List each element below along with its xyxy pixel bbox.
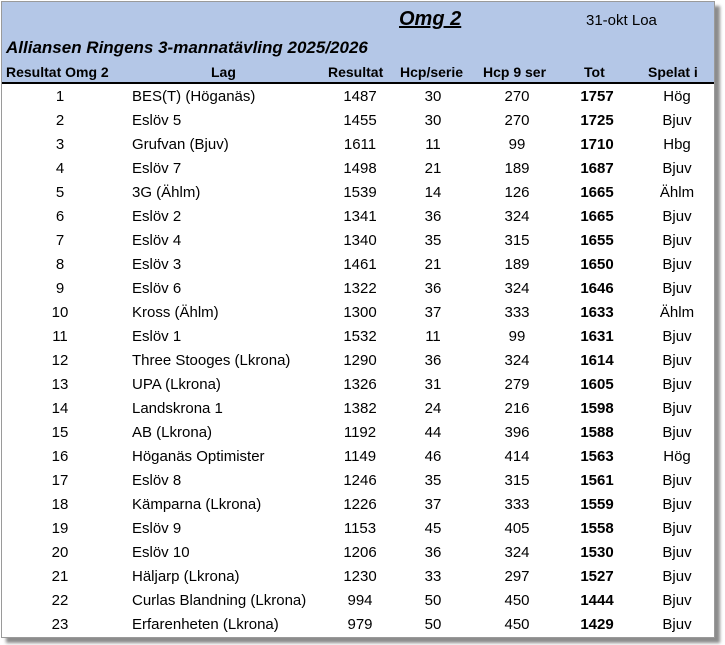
played-cell: Bjuv [662, 472, 692, 489]
team-cell: Eslöv 1 [132, 328, 182, 345]
rank-cell: 3 [55, 136, 65, 153]
total-cell: 1631 [580, 328, 614, 345]
result-cell: 1290 [343, 352, 377, 369]
played-cell: Bjuv [662, 256, 692, 273]
rank-cell: 2 [55, 112, 65, 129]
table-row [2, 517, 714, 541]
result-cell: 1153 [343, 520, 377, 537]
rank-cell: 11 [52, 328, 68, 345]
table-row [2, 493, 714, 517]
hcp9-cell: 189 [504, 256, 530, 273]
result-cell: 1539 [343, 184, 377, 201]
total-cell: 1605 [580, 376, 614, 393]
rank-cell: 13 [51, 376, 69, 393]
played-cell: Bjuv [662, 592, 692, 609]
total-cell: 1655 [580, 232, 614, 249]
hcp-series-cell: 36 [424, 208, 442, 225]
table-row [2, 469, 714, 493]
result-cell: 1326 [343, 376, 377, 393]
result-cell: 1340 [343, 232, 377, 249]
hcp9-cell: 324 [504, 208, 530, 225]
played-cell: Bjuv [662, 496, 692, 513]
rank-cell: 8 [55, 256, 65, 273]
header-divider [2, 82, 714, 84]
total-cell: 1444 [580, 592, 614, 609]
played-cell: Bjuv [662, 568, 692, 585]
round-label: Omg 2 [399, 8, 462, 30]
table-row [2, 541, 714, 565]
column-header-total: Tot [584, 64, 605, 80]
column-header-team: Lag [211, 64, 236, 80]
hcp-series-cell: 50 [424, 616, 442, 633]
hcp9-cell: 189 [504, 160, 530, 177]
played-cell: Bjuv [662, 160, 692, 177]
hcp9-cell: 333 [504, 496, 530, 513]
played-cell: Bjuv [662, 400, 692, 417]
table-row [2, 301, 714, 325]
table-row [2, 589, 714, 613]
result-cell: 1382 [343, 400, 377, 417]
results-sheet [1, 1, 715, 638]
rank-cell: 9 [55, 280, 65, 297]
total-cell: 1646 [580, 280, 614, 297]
column-header-rank: Resultat Omg 2 [6, 64, 109, 80]
played-cell: Bjuv [662, 616, 692, 633]
team-cell: Eslöv 2 [132, 208, 182, 225]
hcp-series-cell: 37 [424, 496, 442, 513]
team-cell: Eslöv 6 [132, 280, 182, 297]
team-cell: Eslöv 4 [132, 232, 182, 249]
hcp9-cell: 270 [504, 112, 530, 129]
total-cell: 1665 [580, 208, 614, 225]
hcp-series-cell: 11 [425, 136, 441, 153]
hcp-series-cell: 21 [424, 256, 442, 273]
rank-cell: 14 [51, 400, 69, 417]
column-header-result: Resultat [328, 64, 384, 80]
result-cell: 1611 [343, 136, 377, 153]
table-row [2, 133, 714, 157]
team-cell: Three Stooges (Lkrona) [132, 352, 291, 369]
hcp9-cell: 450 [504, 592, 530, 609]
table-row [2, 613, 714, 637]
result-cell: 1487 [343, 88, 377, 105]
table-row [2, 349, 714, 373]
team-cell: Eslöv 8 [132, 472, 182, 489]
rank-cell: 22 [51, 592, 69, 609]
played-cell: Bjuv [662, 376, 692, 393]
total-cell: 1725 [580, 112, 614, 129]
hcp-series-cell: 11 [425, 328, 441, 345]
hcp9-cell: 297 [504, 568, 530, 585]
rank-cell: 17 [51, 472, 69, 489]
hcp9-cell: 396 [504, 424, 530, 441]
rank-cell: 23 [51, 616, 69, 633]
played-cell: Hbg [663, 136, 691, 153]
hcp-series-cell: 21 [424, 160, 442, 177]
hcp9-cell: 315 [504, 472, 530, 489]
column-header-hcp-series: Hcp/serie [400, 64, 464, 80]
total-cell: 1563 [580, 448, 614, 465]
hcp-series-cell: 14 [424, 184, 442, 201]
played-cell: Ählm [659, 304, 695, 321]
hcp-series-cell: 24 [424, 400, 442, 417]
total-cell: 1561 [580, 472, 614, 489]
total-cell: 1633 [580, 304, 614, 321]
total-cell: 1598 [580, 400, 614, 417]
hcp9-cell: 99 [508, 136, 526, 153]
sheet-header [2, 2, 714, 82]
hcp9-cell: 450 [504, 616, 530, 633]
team-cell: Eslöv 5 [132, 112, 182, 129]
hcp-series-cell: 30 [424, 88, 442, 105]
hcp-series-cell: 36 [424, 280, 442, 297]
total-cell: 1558 [580, 520, 614, 537]
team-cell: Kross (Ählm) [132, 304, 219, 321]
result-cell: 1246 [343, 472, 377, 489]
result-cell: 1532 [343, 328, 377, 345]
played-cell: Hög [663, 88, 691, 105]
date-location: 31-okt Loa [586, 12, 657, 29]
hcp-series-cell: 36 [424, 544, 442, 561]
table-row [2, 181, 714, 205]
rank-cell: 21 [51, 568, 69, 585]
team-cell: 3G (Ählm) [132, 184, 201, 201]
played-cell: Bjuv [662, 544, 692, 561]
table-row [2, 157, 714, 181]
team-cell: AB (Lkrona) [132, 424, 213, 441]
rank-cell: 4 [55, 160, 65, 177]
total-cell: 1429 [580, 616, 614, 633]
played-cell: Bjuv [662, 520, 692, 537]
rank-cell: 12 [51, 352, 69, 369]
total-cell: 1530 [580, 544, 614, 561]
total-cell: 1588 [580, 424, 614, 441]
hcp9-cell: 126 [504, 184, 530, 201]
rank-cell: 19 [51, 520, 69, 537]
table-row [2, 85, 714, 109]
team-cell: Kämparna (Lkrona) [132, 496, 262, 513]
competition-title: Alliansen Ringens 3-mannatävling 2025/2026 [6, 38, 368, 57]
team-cell: Eslöv 3 [132, 256, 182, 273]
played-cell: Bjuv [662, 352, 692, 369]
result-cell: 1192 [343, 424, 377, 441]
hcp9-cell: 324 [504, 544, 530, 561]
played-cell: Bjuv [662, 232, 692, 249]
hcp9-cell: 315 [504, 232, 530, 249]
hcp9-cell: 270 [504, 88, 530, 105]
team-cell: Häljarp (Lkrona) [132, 568, 240, 585]
total-cell: 1559 [580, 496, 614, 513]
rank-cell: 20 [51, 544, 69, 561]
team-cell: Erfarenheten (Lkrona) [132, 616, 279, 633]
result-cell: 994 [347, 592, 373, 609]
played-cell: Ählm [659, 184, 695, 201]
total-cell: 1527 [580, 568, 614, 585]
hcp9-cell: 99 [508, 328, 526, 345]
result-cell: 1206 [343, 544, 377, 561]
played-cell: Hög [663, 448, 691, 465]
rank-cell: 7 [55, 232, 65, 249]
result-cell: 1322 [343, 280, 377, 297]
hcp-series-cell: 45 [424, 520, 442, 537]
total-cell: 1757 [580, 88, 614, 105]
rank-cell: 6 [55, 208, 65, 225]
result-cell: 1149 [343, 448, 377, 465]
team-cell: Grufvan (Bjuv) [132, 136, 229, 153]
hcp-series-cell: 33 [424, 568, 442, 585]
hcp9-cell: 324 [504, 352, 530, 369]
table-row [2, 109, 714, 133]
result-cell: 1455 [343, 112, 377, 129]
table-row [2, 229, 714, 253]
total-cell: 1614 [580, 352, 614, 369]
played-cell: Bjuv [662, 280, 692, 297]
team-cell: Eslöv 7 [132, 160, 182, 177]
total-cell: 1650 [580, 256, 614, 273]
hcp9-cell: 333 [504, 304, 530, 321]
played-cell: Bjuv [662, 208, 692, 225]
column-header-played: Spelat i [648, 64, 698, 80]
team-cell: Eslöv 10 [132, 544, 190, 561]
column-header-hcp9: Hcp 9 ser [483, 64, 547, 80]
played-cell: Bjuv [662, 328, 692, 345]
rank-cell: 5 [55, 184, 65, 201]
hcp9-cell: 324 [504, 280, 530, 297]
hcp-series-cell: 46 [424, 448, 442, 465]
team-cell: UPA (Lkrona) [132, 376, 221, 393]
hcp-series-cell: 50 [424, 592, 442, 609]
table-row [2, 421, 714, 445]
team-cell: Höganäs Optimister [132, 448, 265, 465]
played-cell: Bjuv [662, 112, 692, 129]
hcp9-cell: 405 [504, 520, 530, 537]
team-cell: Curlas Blandning (Lkrona) [132, 592, 307, 609]
rank-cell: 16 [51, 448, 69, 465]
hcp-series-cell: 31 [424, 376, 442, 393]
result-cell: 979 [347, 616, 373, 633]
result-cell: 1230 [343, 568, 377, 585]
table-row [2, 253, 714, 277]
result-cell: 1498 [343, 160, 377, 177]
result-cell: 1341 [343, 208, 377, 225]
hcp-series-cell: 37 [424, 304, 442, 321]
hcp-series-cell: 44 [424, 424, 442, 441]
total-cell: 1710 [580, 136, 614, 153]
table-row [2, 373, 714, 397]
result-cell: 1300 [343, 304, 377, 321]
result-cell: 1226 [343, 496, 377, 513]
played-cell: Bjuv [662, 424, 692, 441]
table-row [2, 205, 714, 229]
table-row [2, 325, 714, 349]
team-cell: Landskrona 1 [132, 400, 223, 417]
hcp9-cell: 279 [504, 376, 530, 393]
rank-cell: 1 [55, 88, 65, 105]
hcp9-cell: 414 [504, 448, 530, 465]
table-row [2, 445, 714, 469]
hcp9-cell: 216 [504, 400, 530, 417]
rank-cell: 18 [51, 496, 69, 513]
hcp-series-cell: 36 [424, 352, 442, 369]
result-cell: 1461 [343, 256, 377, 273]
rank-cell: 15 [51, 424, 69, 441]
total-cell: 1665 [580, 184, 614, 201]
hcp-series-cell: 30 [424, 112, 442, 129]
hcp-series-cell: 35 [424, 472, 442, 489]
table-row [2, 397, 714, 421]
hcp-series-cell: 35 [424, 232, 442, 249]
table-row [2, 277, 714, 301]
table-row [2, 565, 714, 589]
total-cell: 1687 [580, 160, 614, 177]
team-cell: Eslöv 9 [132, 520, 182, 537]
team-cell: BES(T) (Höganäs) [132, 88, 256, 105]
results-table-body [2, 85, 714, 637]
rank-cell: 10 [51, 304, 69, 321]
